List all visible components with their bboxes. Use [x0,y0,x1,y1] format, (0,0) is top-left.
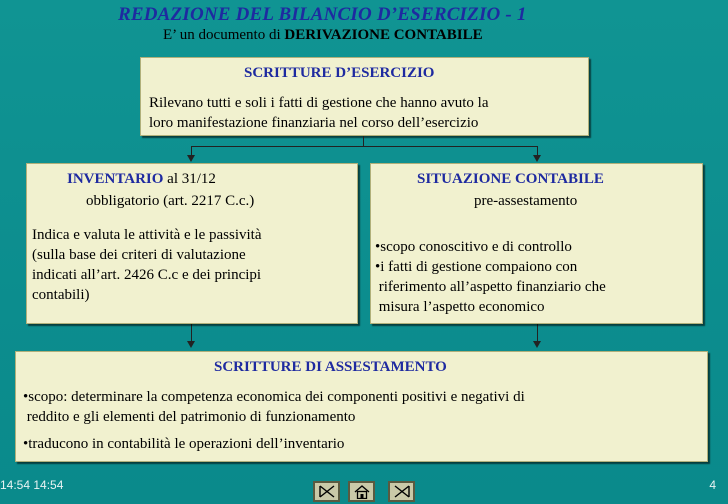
arrow-down-icon [187,155,195,162]
slide-subtitle [163,27,483,44]
list-item: •scopo conoscitivo e di controllo [375,239,572,255]
list-item: •i fatti di gestione compaiono con [375,259,578,275]
left-box-subheading: obbligatorio (art. 2217 C.c.) [86,193,255,209]
subtitle-bold: DERIVAZIONE CONTABILE [284,27,483,43]
list-item: •scopo: determinare la competenza economica dei componenti positivi e negativi di [23,389,525,405]
list-item: misura l’aspetto economico [375,299,545,315]
connector-bottom-left [191,324,192,342]
list-item: reddito e gli elementi del patrimonio di funzionamento [23,409,356,425]
top-box-line: Rilevano tutti e soli i fatti di gestione che hanno avuto la [149,95,489,111]
right-box-subheading: pre-assestamento [474,193,578,209]
bottom-box-bullets [23,387,525,454]
left-box-body [32,225,262,305]
connector-bottom-right [537,324,538,342]
top-box-line: loro manifestazione finanziaria nel corso dell’esercizio [149,115,479,131]
left-box-line: indicati all’art. 2426 C.c e dei principi [32,267,262,283]
list-item: riferimento all’aspetto finanziario che [375,279,606,295]
arrow-down-icon [533,341,541,348]
connector-horizontal [191,146,538,147]
footer-timestamp: 14:54 14:54 [0,478,64,492]
left-box-line: contabili) [32,287,90,303]
situazione-contabile-box [370,163,703,324]
prev-slide-button[interactable] [313,481,340,502]
connector-vertical [363,136,364,146]
slide-title: REDAZIONE DEL BILANCIO D’ESERCIZIO - 1 [118,4,527,25]
next-arrow-icon [393,485,411,498]
left-box-line: Indica e valuta le attività e le passività [32,227,262,243]
subtitle-prefix: E’ un documento di [163,27,285,43]
left-box-line: (sulla base dei criteri di valutazione [32,247,246,263]
inventario-box [26,163,358,324]
page-number: 4 [709,478,716,492]
home-button[interactable] [348,481,375,502]
top-box-heading: SCRITTURE D’ESERCIZIO [244,65,435,81]
left-box-heading [67,171,216,188]
arrow-down-icon [187,341,195,348]
scritture-assestamento-box [15,351,708,462]
prev-arrow-icon [318,485,336,498]
scritture-esercizio-box [140,57,589,136]
list-item: •traducono in contabilità le operazioni dell’inventario [23,436,345,452]
bottom-box-heading: SCRITTURE DI ASSESTAMENTO [214,359,447,375]
arrow-down-icon [533,155,541,162]
next-slide-button[interactable] [388,481,415,502]
right-box-heading: SITUAZIONE CONTABILE [417,171,604,187]
home-icon [354,485,370,499]
right-box-bullets [375,237,606,317]
left-box-heading-bold: INVENTARIO [67,171,164,187]
left-box-heading-rest: al 31/12 [163,171,216,187]
